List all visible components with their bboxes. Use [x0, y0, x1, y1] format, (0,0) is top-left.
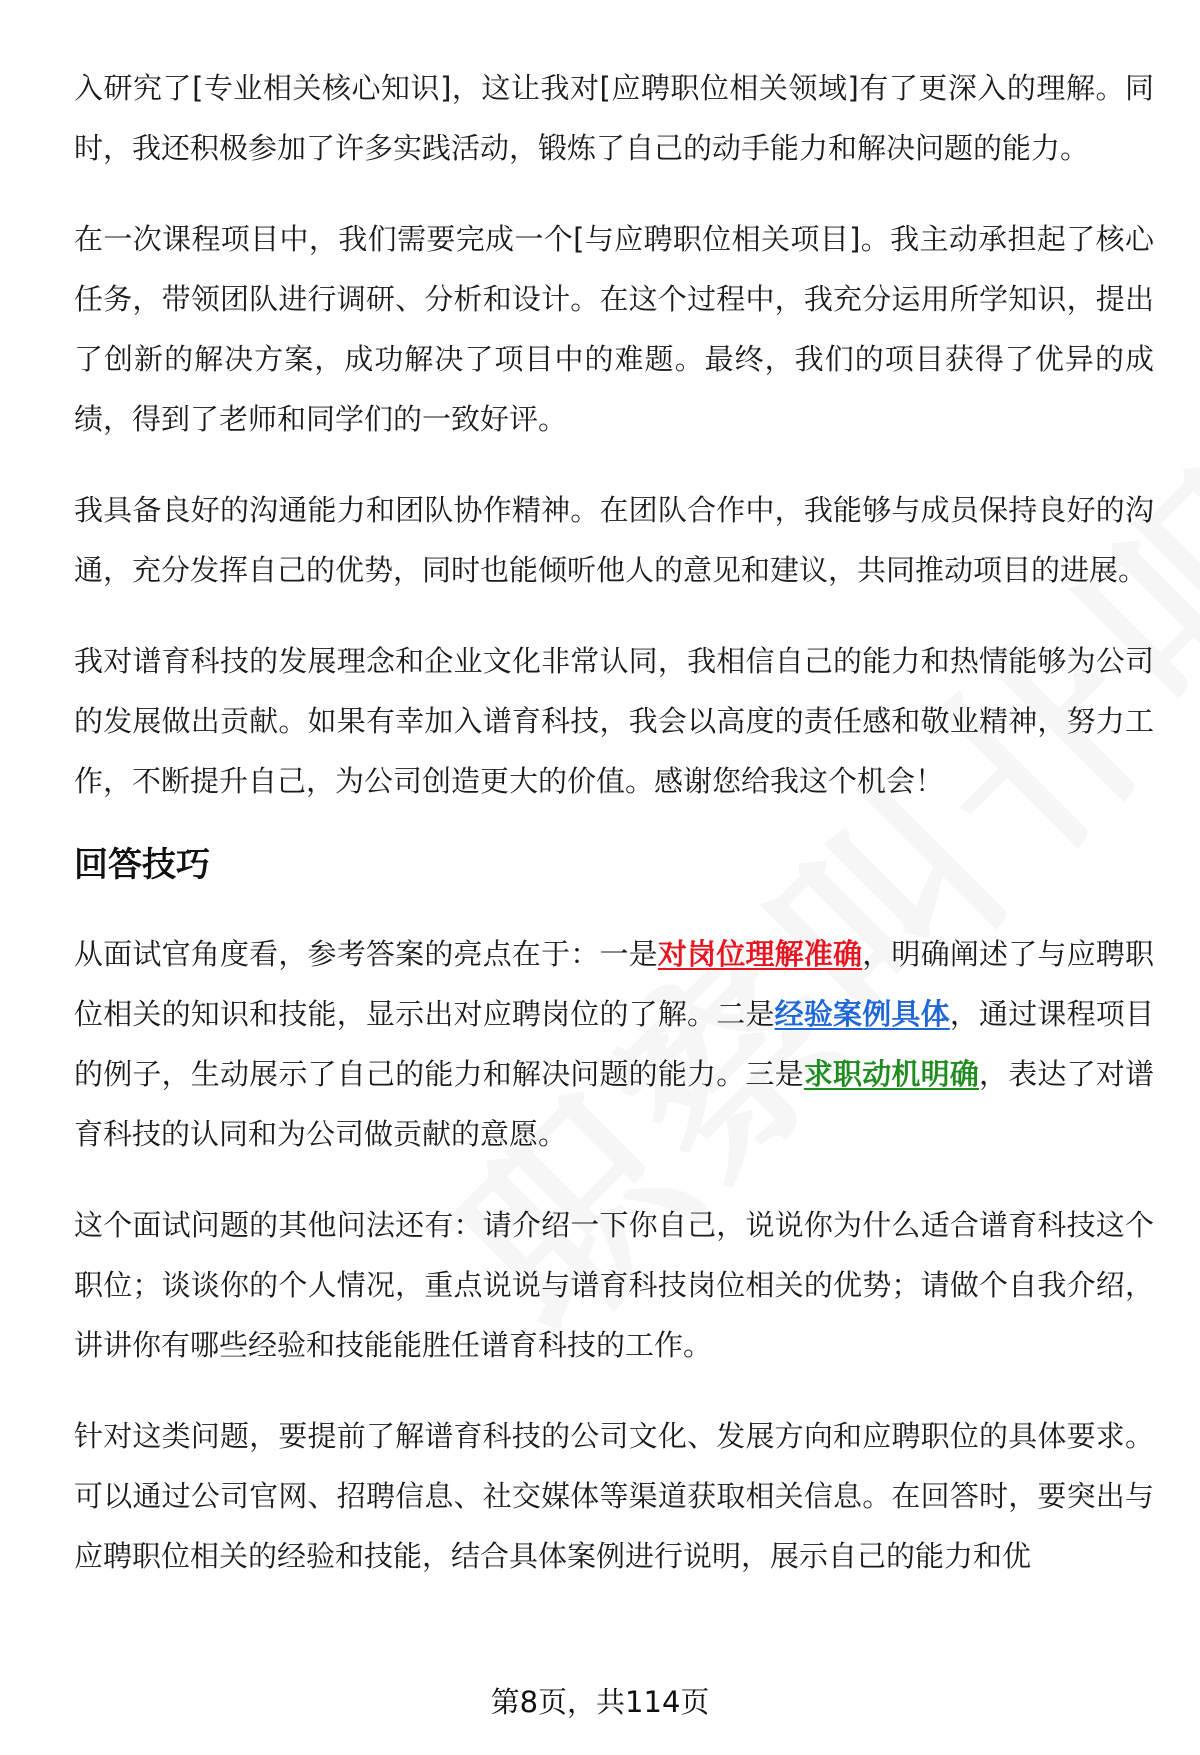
- paragraph-motivation: 我对谱育科技的发展理念和企业文化非常认同，我相信自己的能力和热情能够为公司的发展做出贡献。如果有幸加入谱育科技，我会以高度的责任感和敬业精神，努力工作，不断提升自己，为公司创造更大的价值。感谢您给我这个机会！: [74, 644, 1154, 798]
- highlight-red: 对岗位理解准确: [657, 937, 863, 971]
- paragraph-education: 入研究了[专业相关核心知识]，这让我对[应聘职位相关领域]有了更深入的理解。同时，我还积极参加了许多实践活动，锻炼了自己的动手能力和解决问题的能力。: [74, 71, 1154, 165]
- highlights-text-4: ，表达了对谱育科技的认同和为公司做贡献的意愿。: [74, 1057, 1154, 1151]
- highlight-blue: 经验案例具体: [774, 997, 950, 1031]
- highlight-green: 求职动机明确: [803, 1057, 980, 1091]
- paragraph-highlights: [74, 924, 1154, 1164]
- highlights-text-1: 从面试官角度看，参考答案的亮点在于：一是: [74, 937, 658, 971]
- paragraph-advice: 针对这类问题，要提前了解谱育科技的公司文化、发展方向和应聘职位的具体要求。可以通过公司官网、招聘信息、社交媒体等渠道获取相关信息。在回答时，要突出与应聘职位相关的经验和技能，结合具体案例进行说明，展示自己的能力和优: [74, 1419, 1154, 1573]
- highlights-text-2: ，明确阐述了与应聘职位相关的知识和技能，显示出对应聘岗位的了解。二是: [74, 937, 1154, 1031]
- page-number: 第8页，共114页: [490, 1685, 710, 1719]
- paragraph-alternatives: 这个面试问题的其他问法还有：请介绍一下你自己，说说你为什么适合谱育科技这个职位；谈谈你的个人情况，重点说说与谱育科技岗位相关的优势；请做个自我介绍，讲讲你有哪些经验和技能能胜任谱育科技的工作。: [74, 1208, 1154, 1362]
- document-body: [74, 58, 1154, 1617]
- paragraph-project: 在一次课程项目中，我们需要完成一个[与应聘职位相关项目]。我主动承担起了核心任务，带领团队进行调研、分析和设计。在这个过程中，我充分运用所学知识，提出了创新的解决方案，成功解决了项目中的难题。最终，我们的项目获得了优异的成绩，得到了老师和同学们的一致好评。: [74, 222, 1154, 436]
- paragraph-teamwork: 我具备良好的沟通能力和团队协作精神。在团队合作中，我能够与成员保持良好的沟通，充分发挥自己的优势，同时也能倾听他人的意见和建议，共同推动项目的进展。: [74, 493, 1154, 587]
- section-heading: 回答技巧: [74, 845, 210, 885]
- highlights-text-3: ，通过课程项目的例子，生动展示了自己的能力和解决问题的能力。三是: [74, 997, 1154, 1091]
